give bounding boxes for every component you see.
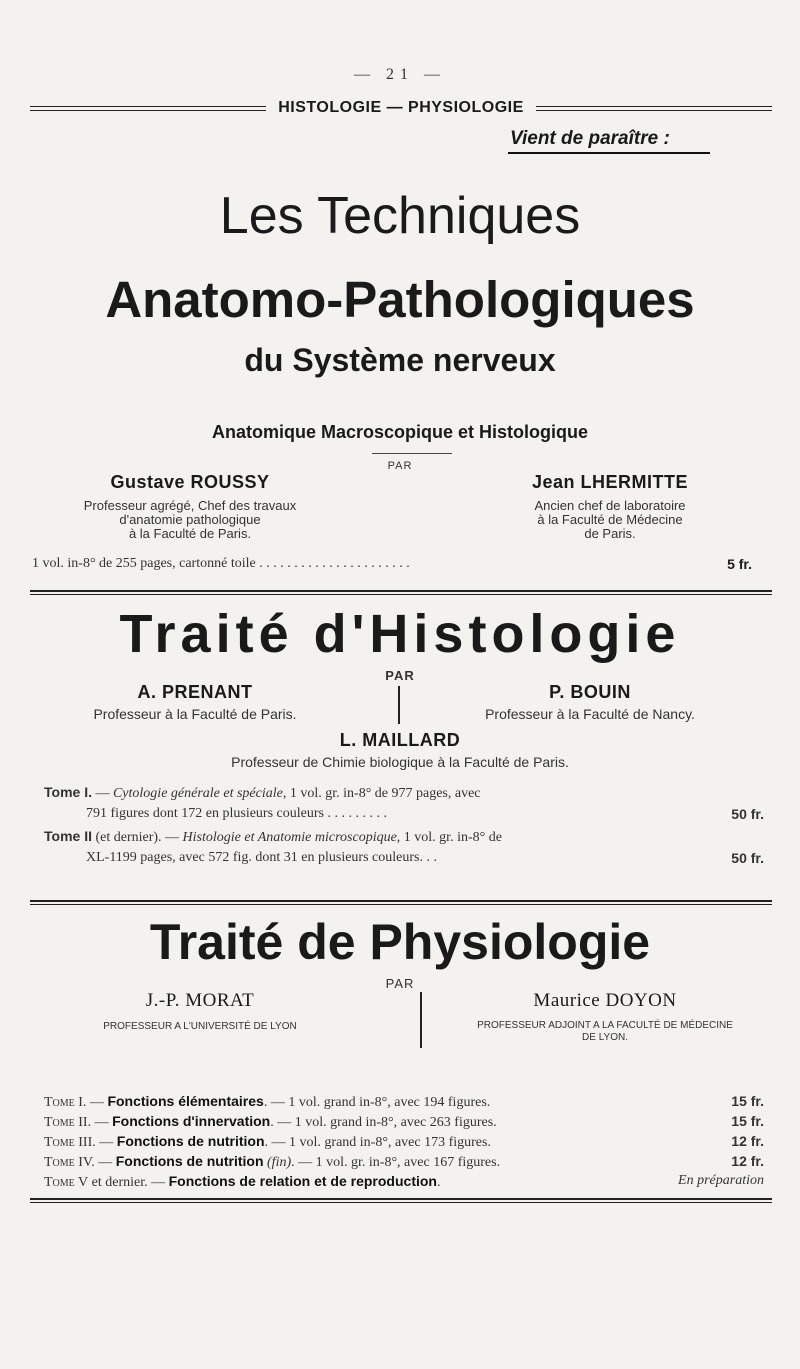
book3-tome2	[44, 1112, 774, 1132]
author-desc: PROFESSEUR ADJOINT A LA FACULTÉ DE MÉDECINE	[477, 1020, 733, 1031]
author-name: A. PRENANT	[137, 682, 253, 702]
author-desc: Ancien chef de laboratoire	[534, 498, 686, 513]
tome-details: (et dernier). —	[91, 830, 183, 845]
tome-details: . — 1 vol. grand in-8°, avec 194 figures.	[263, 1095, 491, 1110]
author-name: L. MAILLARD	[339, 730, 461, 750]
tome-title: Fonctions de nutrition	[116, 1133, 265, 1149]
header-title: HISTOLOGIE — PHYSIOLOGIE	[278, 99, 524, 116]
book1-author-lhermitte	[450, 472, 770, 541]
book1-author-roussy	[30, 472, 350, 541]
tome-note: En préparation	[678, 1173, 764, 1188]
book3-par: PAR	[385, 976, 415, 991]
tome-dash: —	[91, 1115, 113, 1130]
book1-par: PAR	[387, 460, 413, 472]
tome-label: Tome II	[44, 828, 92, 844]
author-divider	[398, 686, 400, 724]
tome-label: Tome II.	[44, 1115, 92, 1130]
book3-tome4	[44, 1152, 774, 1172]
tome-details: . — 1 vol. gr. in-8°, avec 167 figures.	[291, 1155, 501, 1170]
tome-price: 15 fr.	[731, 1093, 764, 1109]
tome-price: 50 fr.	[731, 850, 764, 866]
tome-title: Fonctions d'innervation	[112, 1113, 271, 1129]
tome-price: 12 fr.	[731, 1153, 764, 1169]
separator-1	[30, 590, 772, 595]
book3-tome1	[44, 1092, 774, 1112]
tome-label: Tome V	[44, 1175, 89, 1190]
tome-label: Tome IV.	[44, 1155, 95, 1170]
tome-title: Fonctions élémentaires	[107, 1093, 264, 1109]
tome-title: Fonctions de relation et de reproduction	[168, 1173, 437, 1189]
tome-details: . — 1 vol. grand in-8°, avec 263 figures.	[270, 1115, 497, 1130]
tome-details: 791 figures dont 172 en plusieurs couleurs . . . . . . . . .	[86, 806, 387, 821]
author-name: Maurice DOYON	[533, 990, 677, 1011]
tome-dash: —	[91, 786, 113, 801]
book2-title: Traité d'Histologie	[119, 604, 681, 664]
tome-label: Tome I.	[44, 1095, 87, 1110]
author-desc: d'anatomie pathologique	[119, 512, 261, 527]
tome-price: 12 fr.	[731, 1133, 764, 1149]
book3-author-doyon	[420, 990, 790, 1044]
tome-details: . — 1 vol. grand in-8°, avec 173 figures.	[264, 1135, 491, 1150]
tome-dash: —	[95, 1135, 117, 1150]
author-desc: à la Faculté de Médecine	[537, 512, 683, 527]
tome-details: et dernier. —	[88, 1175, 169, 1190]
book3-tome3	[44, 1132, 774, 1152]
tome-label: Tome III.	[44, 1135, 96, 1150]
separator-2	[30, 900, 772, 905]
book1-title-line1: Les Techniques	[219, 187, 581, 245]
tome-title: Cytologie générale et spéciale	[112, 786, 283, 801]
book1-subtitle: Anatomique Macroscopique et Histologique	[211, 422, 589, 442]
tome-dash: —	[86, 1095, 108, 1110]
tome-price: 50 fr.	[731, 806, 764, 822]
author-desc: PROFESSEUR A L'UNIVERSITÉ DE LYON	[103, 1021, 297, 1032]
book2-author-bouin	[430, 682, 750, 721]
author-desc: DE LYON.	[582, 1032, 628, 1043]
author-name: Jean LHERMITTE	[531, 472, 689, 492]
book3-author-morat	[70, 990, 330, 1034]
section-header	[30, 96, 772, 120]
book3-title: Traité de Physiologie	[149, 914, 651, 970]
tome-price: 15 fr.	[731, 1113, 764, 1129]
book2-tome1	[44, 782, 774, 824]
book1-title-line3: du Système nerveux	[244, 342, 556, 378]
author-name: J.-P. MORAT	[145, 990, 255, 1011]
announcement-text: Vient de paraître :	[510, 128, 670, 149]
tome-title: Fonctions de nutrition	[115, 1153, 264, 1169]
book1-volume: 1 vol. in-8° de 255 pages, cartonné toile . . . . . . . . . . . . . . . . . . . . . .	[32, 556, 410, 571]
tome-details: XL-1199 pages, avec 572 fig. dont 31 en plusieurs couleurs. . .	[86, 850, 437, 865]
tome-dash: —	[94, 1155, 116, 1170]
book1-title-line2: Anatomo-Pathologiques	[105, 271, 695, 328]
book2-par: PAR	[385, 668, 415, 683]
book2-author-maillard	[0, 730, 800, 769]
tome-details: , 1 vol. gr. in-8° de 977 pages, avec	[282, 786, 481, 801]
author-name: Gustave ROUSSY	[110, 472, 270, 492]
author-desc: Professeur de Chimie biologique à la Faculté de Paris.	[231, 754, 569, 770]
author-desc: Professeur à la Faculté de Nancy.	[485, 706, 695, 722]
tome-label: Tome I.	[44, 784, 92, 800]
book3-tome5: Tome V et dernier. — Fonctions de relation et de reproduction. En préparation	[44, 1173, 764, 1190]
book2-author-prenant	[50, 682, 340, 721]
tome-title-extra: (fin)	[263, 1155, 292, 1170]
separator-3	[30, 1198, 772, 1203]
author-desc: à la Faculté de Paris.	[128, 526, 252, 541]
tome-details: , 1 vol. gr. in-8° de	[396, 830, 502, 845]
book1-price: 5 fr.	[727, 556, 752, 572]
header-rule-right	[536, 106, 772, 111]
author-name: P. BOUIN	[549, 682, 631, 702]
author-desc: Professeur à la Faculté de Paris.	[93, 706, 297, 722]
announcement-underline	[508, 152, 710, 154]
book1-short-rule	[372, 453, 452, 454]
tome-title: Histologie et Anatomie microscopique	[182, 830, 397, 845]
header-rule-left	[30, 106, 266, 111]
author-desc: Professeur agrégé, Chef des travaux	[83, 498, 297, 513]
page-number: — 21 —	[354, 66, 446, 83]
book2-tome2	[44, 826, 774, 868]
author-desc: de Paris.	[584, 526, 636, 541]
